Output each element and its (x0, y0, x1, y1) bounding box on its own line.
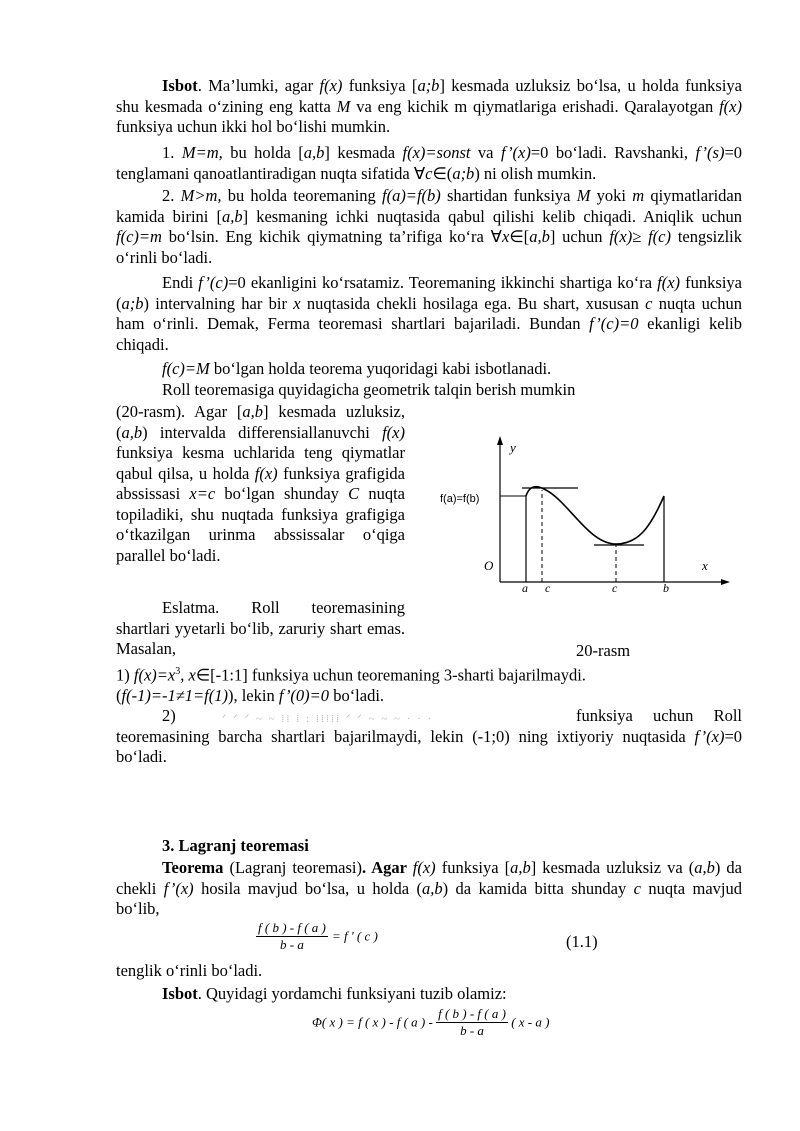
auxiliary-function-formula: Φ( x ) = f ( x ) - f ( a ) - $\frac{f ( b ) - f ( a )}{b - a}$ ( x - a ) (312, 1006, 550, 1038)
case-1-paragraph: 1. M=m, bu holda [a,b] kesmada f(x)=sonst va f’(x)=0 bo‘ladi. Ravshanki, f’(s)=0 tenglamani qanoatlantiradigan nuqta sifatida ∀c∈(a;b) ni olish mumkin. (116, 143, 743, 183)
origin-label: O (484, 558, 494, 573)
example-2: 2) ᐟ ᐟ ᐟ ~ ~ ⁞⁞ ⁞ : ⁞⁞⁞⁞⁞ ᐟ ᐟ ~ ~ ~ · · · funksiya uchun Roll teoremasining barcha shartlari bajarilmaydi, lekin (-1;0) ning ixtiyoriy nuqtasida f’(x)=0 bo‘ladi. (116, 706, 743, 766)
lagrange-theorem: Teorema (Lagranj teoremasi). Agar f(x) funksiya [a,b] kesmada uzluksiz va (a,b) da chekli f’(x) hosila mavjud bo‘lsa, u holda (a,b) da kamida bitta shunday c nuqta mavjud bo‘lib, (116, 858, 743, 918)
x-axis-label: x (702, 558, 708, 573)
eslatma-text: Eslatma. Roll teoremasining shartlari yyetarli bo‘lib, zaruriy shart emas. Masalan, (116, 598, 405, 658)
y-axis-arrow (497, 436, 503, 445)
section-heading: 3. Lagranj teoremasi (162, 836, 309, 855)
y-axis-label: y (510, 440, 516, 455)
function-curve (526, 487, 664, 544)
example-1: 1) $f(x)=x^3$, x∈[-1:1] funksiya uchun teoremaning 3-sharti bajarilmaydi. (f(-1)=-1≠1=f(1)), lekin f’(0)=0 bo‘ladi. (116, 665, 586, 705)
endi-paragraph: Endi f’(c)=0 ekanligini ko‘rsatamiz. Teoremaning ikkinchi shartiga ko‘ra f(x) funksiya (a;b) intervalning har bir x nuqtasida chekli hosilaga ega. Bu shart, xususan c nuqta uchun ham o‘rinli. Demak, Ferma teoremasi shartlari bajariladi. Bundan f’(c)=0 ekanligi kelib chiqadi. (116, 273, 742, 354)
rolle-theorem-figure (438, 432, 738, 602)
geometric-interpretation-text: (20-rasm). Agar [a,b] kesmada uzluksiz, (a,b) intervalda differensiallanuvchi f(x) funksiya kesma uchlarida teng qiymatlar qabul qilsa, u holda f(x) funksiya grafigida abssissasi x=c bo‘lgan shunday C nuqta topiladiki, shu nuqtada funksiya grafigiga o‘tkazilgan urinma abssissalar o‘qiga parallel bo‘ladi. (116, 402, 406, 565)
a-label: a (522, 581, 528, 595)
formula-1-1: $\frac{f ( b ) - f ( a )}{b - a}$ = f ' ( c ) (258, 920, 378, 952)
proof-paragraph: Isbot. Ma’lumki, agar f(x) funksiya [a;b] kesmada uzluksiz bo‘lsa, u holda funksiya shu kesmada o‘zining eng katta M va eng kichik m qiymatlariga erishadi. Qaralayotgan f(x) funksiya uchun ikki hol bo‘lishi mumkin. (116, 76, 742, 136)
tenglik-text: tenglik o‘rinli bo‘ladi. (116, 961, 263, 980)
formula-tag: (1.1) (566, 932, 598, 951)
c2-label: c (612, 581, 618, 595)
proof-2-paragraph: Isbot. Quyidagi yordamchi funksiyani tuzib olamiz: (162, 984, 507, 1003)
fa-fb-label: f(a)=f(b) (440, 493, 480, 505)
case-2-paragraph: 2. M>m, bu holda teoremaning f(a)=f(b) shartidan funksiya M yoki m qiymatlaridan kamida birini [a,b] kesmaning ichki nuqtasida qabul qilishi kelib chiqadi. Aniqlik uchun f(c)=m bo‘lsin. Eng kichik qiymatning ta’rifiga ko‘ra ∀x∈[a,b] uchun f(x)≥ f(c) tengsizlik o‘rinli bo‘ladi. (116, 186, 743, 267)
x-axis-arrow (721, 579, 730, 585)
illegible-formula: ᐟ ᐟ ᐟ ~ ~ ⁞⁞ ⁞ : ⁞⁞⁞⁞⁞ ᐟ ᐟ ~ ~ ~ · · · (221, 713, 434, 726)
roll-paragraph: Roll teoremasiga quyidagicha geometrik talqin berish mumkin (162, 380, 576, 399)
figure-caption: 20-rasm (576, 641, 631, 660)
fc-M-paragraph: f(c)=M bo‘lgan holda teorema yuqoridagi kabi isbotlanadi. (162, 359, 552, 378)
b-label: b (663, 581, 669, 595)
c1-label: c (545, 581, 551, 595)
